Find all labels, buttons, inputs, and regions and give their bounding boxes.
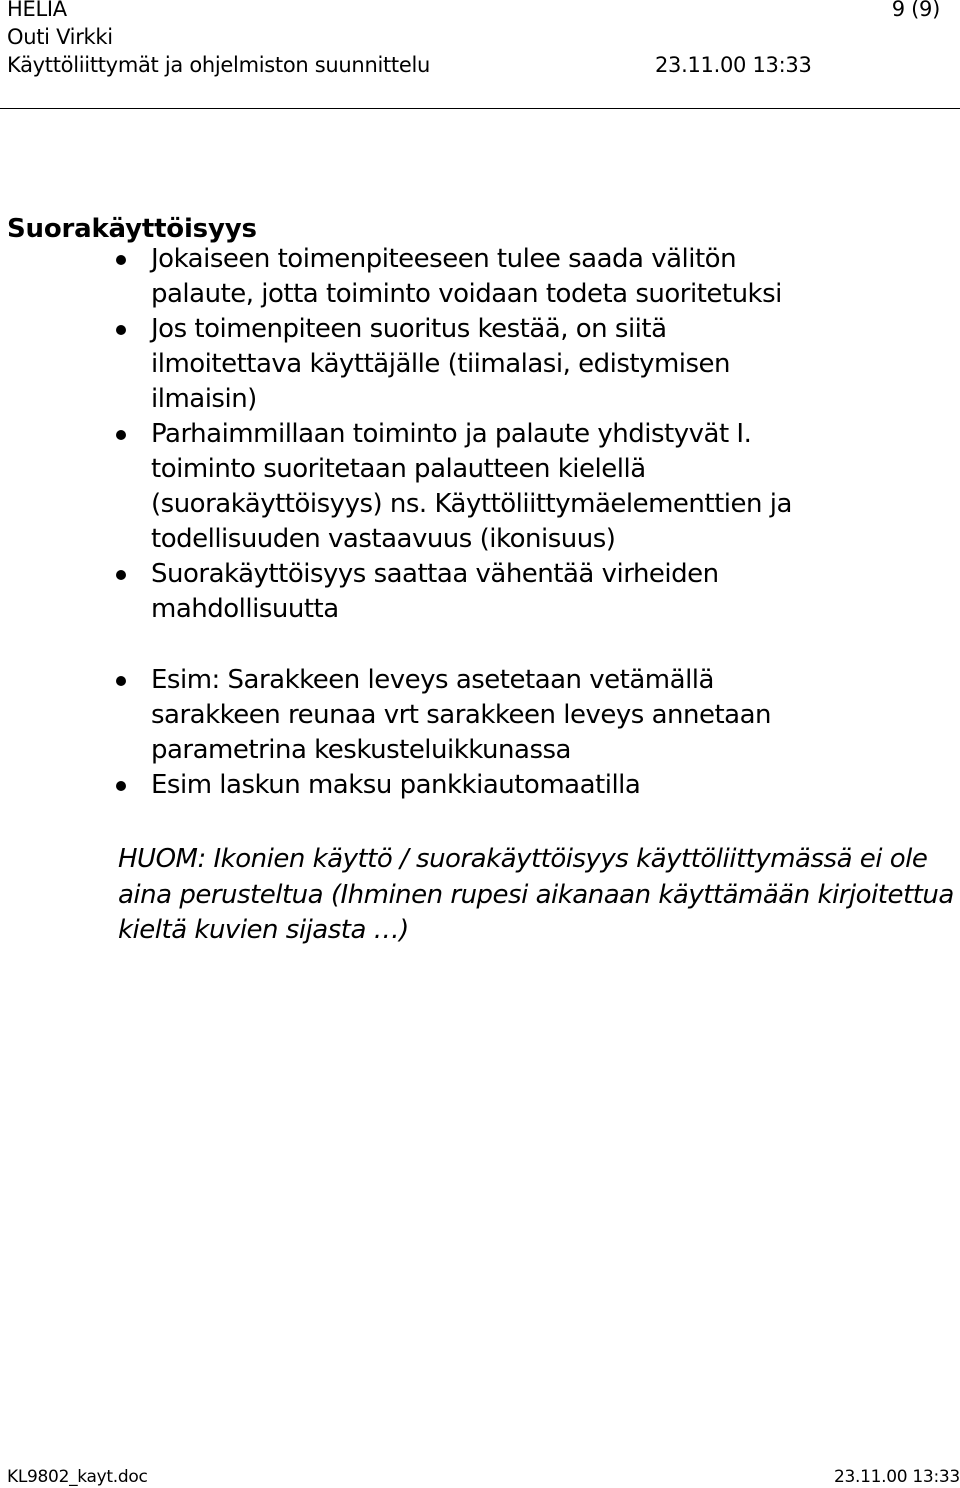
bullet-icon — [116, 676, 126, 686]
section-title: Suorakäyttöisyys — [7, 214, 257, 245]
bullet-list — [0, 242, 960, 803]
bullet-text: Suorakäyttöisyys saattaa vähentää virheiden mahdollisuutta — [151, 559, 719, 624]
header-page-number: 9 (9) — [891, 0, 940, 21]
header-author: Outi Virkki — [7, 25, 113, 49]
bullet-text: Esim: Sarakkeen leveys asetetaan vetämällä sarakkeen reunaa vrt sarakkeen leveys annetaan parametrina keskusteluikkunassa — [151, 665, 772, 765]
bullet-item — [0, 768, 809, 803]
header-divider — [0, 108, 960, 109]
bullet-item — [0, 312, 809, 417]
bullet-item — [0, 557, 809, 627]
bullet-icon — [116, 570, 126, 580]
footer-datetime: 23.11.00 13:33 — [834, 1467, 960, 1487]
header-course-title: Käyttöliittymät ja ohjelmiston suunnittelu — [7, 53, 431, 77]
bullet-text: Esim laskun maksu pankkiautomaatilla — [151, 770, 641, 800]
bullet-item — [0, 417, 809, 557]
note-paragraph: HUOM: Ikonien käyttö / suorakäyttöisyys käyttöliittymässä ei ole aina perusteltua (Ihminen rupesi aikanaan käyttämään kirjoitettua kieltä kuvien sijasta …) — [118, 844, 954, 945]
bullet-item — [0, 242, 809, 312]
bullet-icon — [116, 430, 126, 440]
footer-filename: KL9802_kayt.doc — [7, 1467, 148, 1487]
header-organization: HELIA — [7, 0, 67, 21]
bullet-text: Jokaiseen toimenpiteeseen tulee saada välitön palaute, jotta toiminto voidaan todeta suoritetuksi — [151, 244, 782, 309]
bullet-icon — [116, 781, 126, 791]
bullet-text: Parhaimmillaan toiminto ja palaute yhdistyvät I. toiminto suoritetaan palautteen kielellä (suorakäyttöisyys) ns. Käyttöliittymäelementtien ja todellisuuden vastaavuus (ikonisuus) — [151, 419, 792, 554]
bullet-item — [0, 663, 809, 768]
bullet-icon — [116, 255, 126, 265]
header-datetime: 23.11.00 13:33 — [655, 53, 812, 77]
bullet-icon — [116, 325, 126, 335]
bullet-text: Jos toimenpiteen suoritus kestää, on siitä ilmoitettava käyttäjälle (tiimalasi, edistymisen ilmaisin) — [151, 314, 731, 414]
